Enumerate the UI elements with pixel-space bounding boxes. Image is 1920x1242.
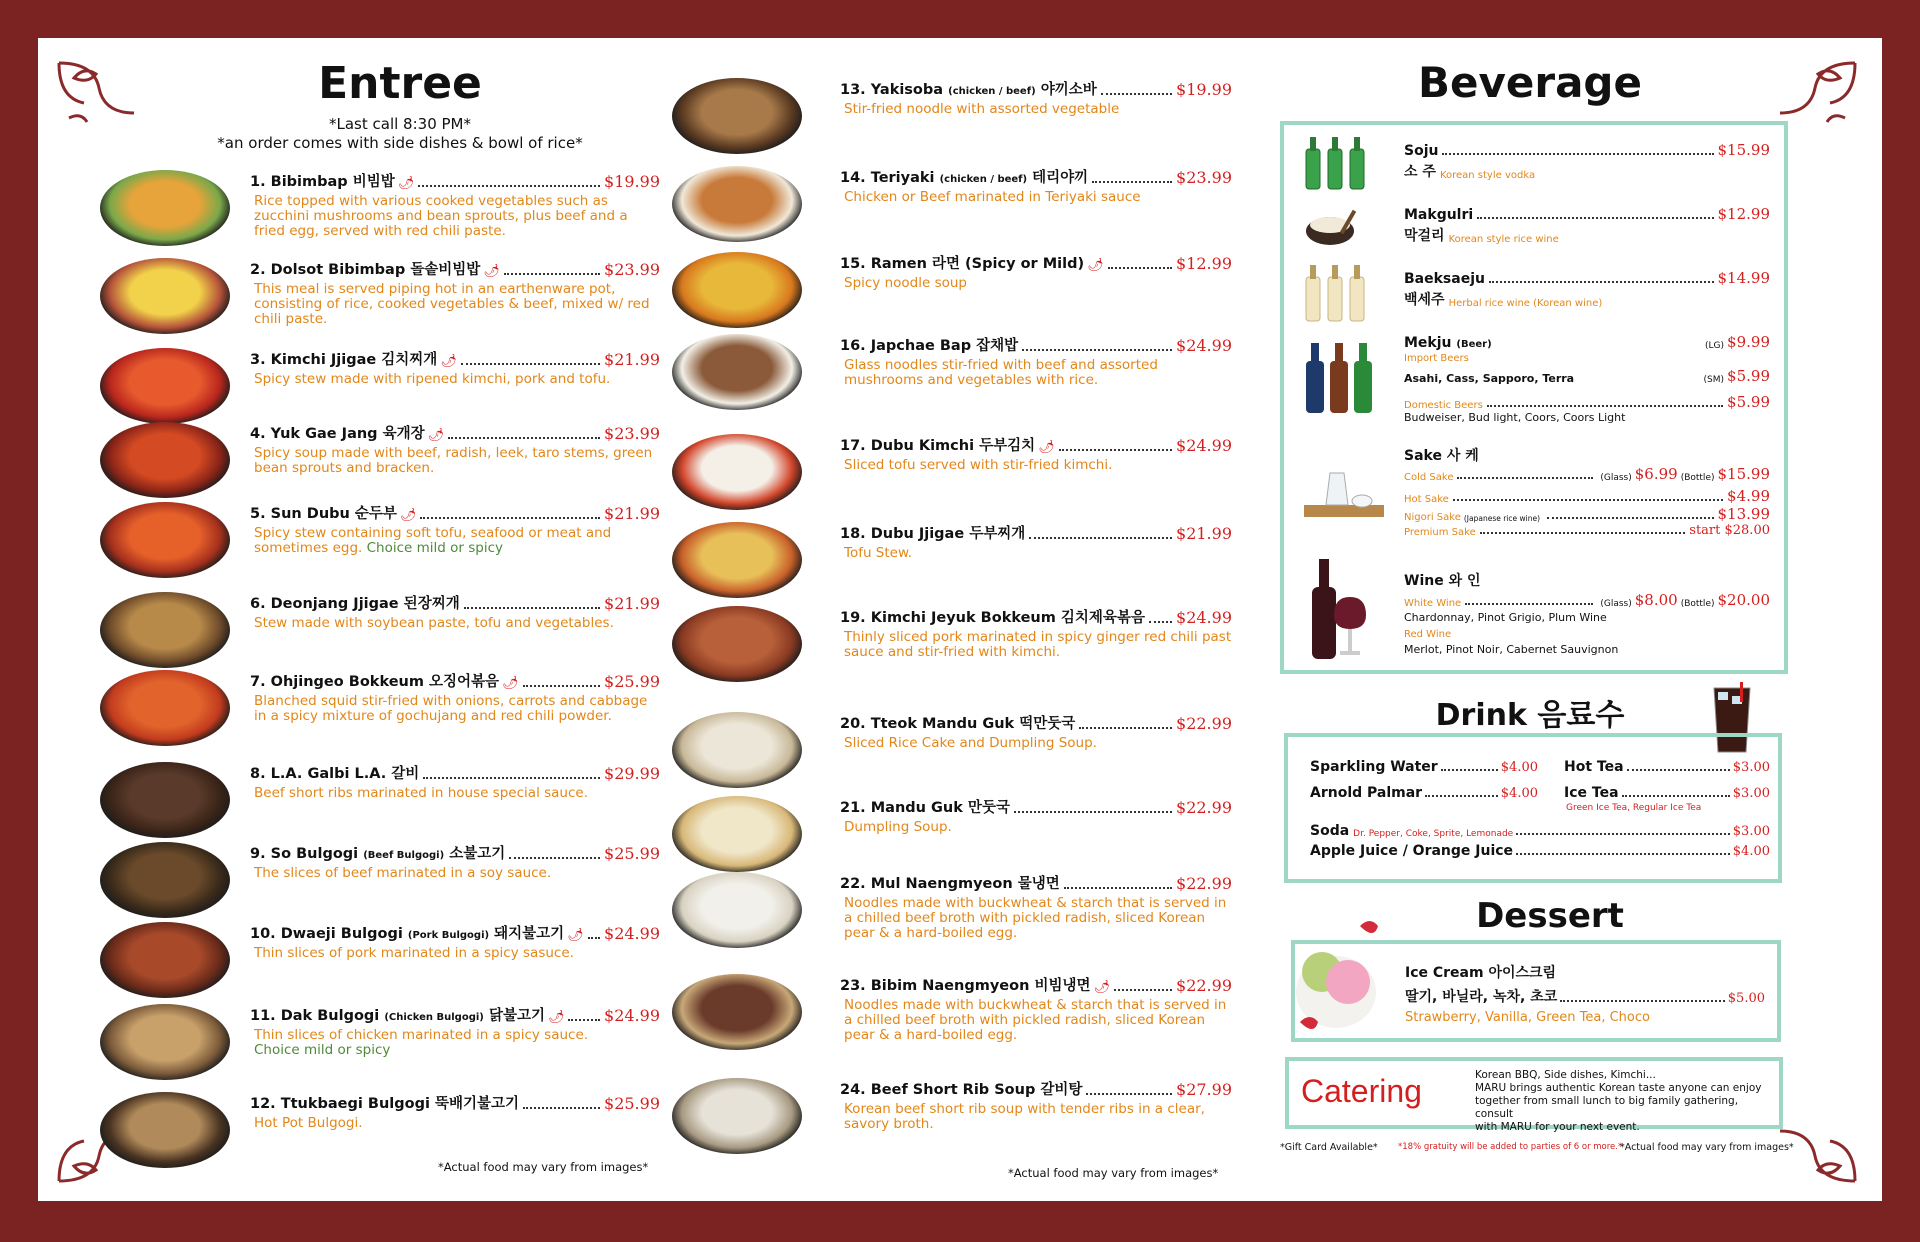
wine-bottle-image: [1300, 557, 1386, 671]
price: $19.99: [604, 172, 660, 191]
gratuity-note: *18% gratuity will be added to parties of 6 or more.*: [1398, 1142, 1623, 1152]
dish-image: [100, 502, 230, 578]
chili-icon: 🌶: [427, 428, 445, 443]
dish-image: [100, 842, 230, 918]
dish-image: [100, 258, 230, 334]
dish-image: [672, 252, 802, 328]
dish-image: [100, 348, 230, 424]
beverage-title: Beverage: [1418, 58, 1642, 107]
dish-image: [672, 166, 802, 242]
mekju-row: Mekju (Beer) (LG) $9.99: [1404, 333, 1770, 351]
dish-image: [100, 1004, 230, 1080]
chili-icon: 🌶: [502, 676, 519, 691]
gift-card-note: *Gift Card Available*: [1280, 1142, 1378, 1153]
beverage-box: Soju $15.99 소 주 Korean style vodka Makgulri $12.99 막걸리 Korean style rice wine Baeksaeju $14.99 백세주 Herbal rice wine (Korean wine) Mekju (Beer) (LG) $9.99 Import Beers Asahi, Cass, Sapporo, Terra (SM) $5.99 Domestic Beers $5.99 Budweiser, Bud light, Coors, Coors Light Sake 사 케 Cold Sake (Glass) $6.99 (Bottle) $15.99 Hot Sake $4.99 Nigori Sake (Japanese rice wine) $13.99 Premium Sake start $28.00 Wine 와 인 White Wine (Glass) $8.00 (Bottle) $20.00 Chardonnay, Pinot Grigio, Plum Wine Red Wine Merlot, Pinot Noir, Cabernet Sauvignon: [1280, 121, 1788, 674]
chili-icon: 🌶: [440, 354, 457, 369]
dish-image: [672, 606, 802, 682]
beer-bottles-image: [1300, 339, 1380, 419]
entree-footnote: *Actual food may vary from images*: [438, 1160, 649, 1174]
corner-ornament-top-left: [54, 58, 144, 148]
dish-image: [100, 762, 230, 838]
dessert-box: Ice Cream 아이스크림 딸기, 바닐라, 녹차, 초코 $5.00 Strawberry, Vanilla, Green Tea, Choco: [1291, 940, 1781, 1042]
chili-icon: 🌶: [399, 508, 417, 523]
actual-food-note: *Actual food may vary from images*: [1620, 1142, 1794, 1153]
wine-row: Wine 와 인: [1404, 573, 1481, 589]
dish-image: [672, 1078, 802, 1154]
dish-image: [100, 422, 230, 498]
catering-text: Korean BBQ, Side dishes, Kimchi... MARU brings authentic Korean taste anyone can enjoy together from small lunch to big family gathering, consult with MARU for your next event.: [1475, 1069, 1762, 1133]
drink-title: Drink 음료수: [1435, 698, 1625, 733]
catering-box: [1285, 1057, 1783, 1133]
drink-box: Sparkling Water $4.00 Hot Tea $3.00 Arnold Palmar $4.00 Ice Tea $3.00 Green Ice Tea, Regular Ice Tea Soda Dr. Pepper, Coke, Sprite, Lemonade $3.00 Apple Juice / Orange Juice $4.00: [1284, 733, 1782, 883]
baeksaeju-row: Baeksaeju $14.99: [1404, 269, 1770, 287]
dish-image: [672, 974, 802, 1050]
sake-row: Sake 사 케: [1404, 448, 1479, 464]
sake-set-image: [1300, 465, 1386, 533]
dish-image: [672, 434, 802, 510]
chili-icon: 🌶: [567, 928, 584, 943]
chili-icon: 🌶: [483, 264, 500, 279]
soju-bottles-image: [1300, 135, 1370, 195]
baeksaeju-bottles-image: [1300, 263, 1370, 327]
dish-image: [100, 170, 230, 246]
dish-image: [100, 592, 230, 668]
entree-title: Entree: [318, 58, 482, 109]
chili-icon: 🌶: [1093, 980, 1110, 995]
dish-image: [672, 78, 802, 154]
dish-image: [672, 334, 802, 410]
last-call-note: *Last call 8:30 PM*: [329, 115, 471, 133]
dish-image: [100, 1092, 230, 1168]
entree-footnote-2: *Actual food may vary from images*: [1008, 1166, 1219, 1180]
soju-row: Soju $15.99: [1404, 141, 1770, 159]
dish-image: [100, 670, 230, 746]
corner-ornament-bottom-right: [1770, 1096, 1860, 1186]
dish-image: [672, 872, 802, 948]
makgulri-row: Makgulri $12.99: [1404, 205, 1770, 223]
dish-image: [100, 922, 230, 998]
order-note: *an order comes with side dishes & bowl of rice*: [217, 134, 583, 152]
chili-icon: 🌶: [547, 1010, 565, 1025]
chili-icon: 🌶: [397, 176, 415, 191]
makgulri-bowl-image: [1300, 205, 1370, 253]
chili-icon: 🌶: [1087, 258, 1104, 273]
chili-icon: 🌶: [1038, 440, 1055, 455]
catering-title: Catering: [1301, 1073, 1422, 1109]
dessert-title: Dessert: [1476, 896, 1624, 936]
dish-image: [672, 796, 802, 872]
dish-image: [672, 522, 802, 598]
dish-image: [672, 712, 802, 788]
